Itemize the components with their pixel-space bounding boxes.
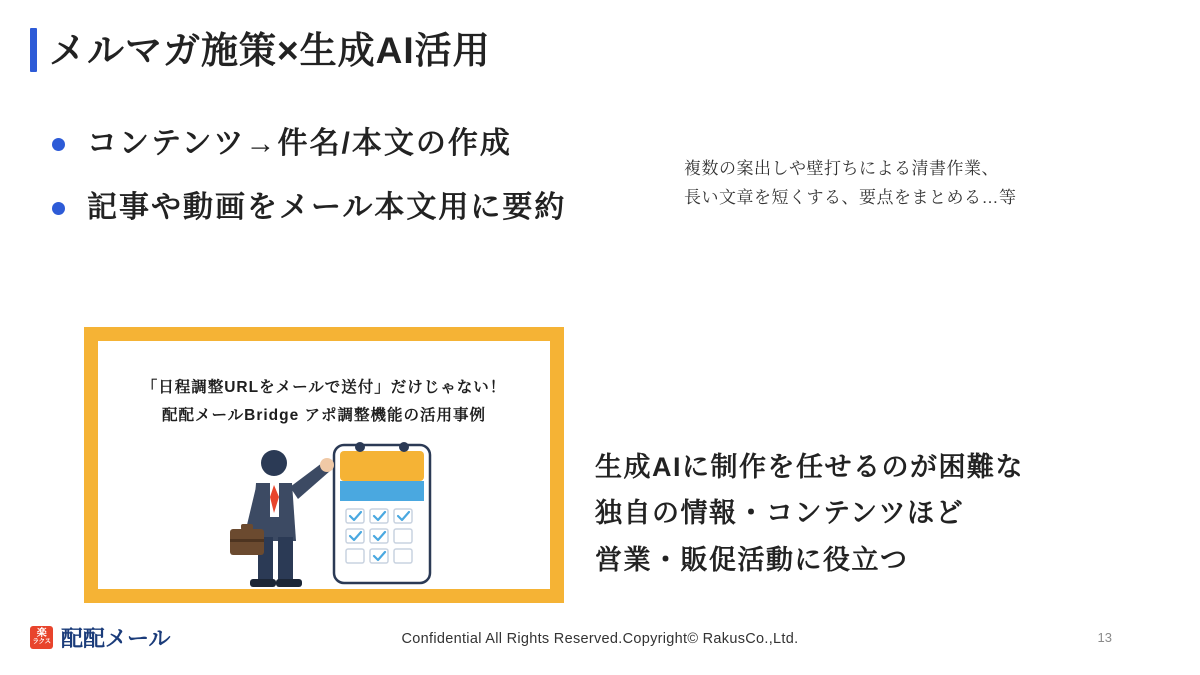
- summary-line-3: 営業・販促活動に役立つ: [595, 544, 909, 575]
- list-item: [52, 190, 672, 226]
- summary-paragraph: [595, 444, 1024, 583]
- side-note-line-2: 長い文章を短くする、要点をまとめる…等: [684, 187, 1017, 207]
- card-heading-line-2: 配配メールBridge アポ調整機能の活用事例: [161, 407, 487, 424]
- page-title: [30, 28, 491, 72]
- page-number: 13: [1097, 630, 1112, 645]
- brand-name: 配配メール: [61, 626, 171, 651]
- bullet-dot-icon: [52, 202, 65, 215]
- side-note: [684, 155, 1017, 213]
- bullet-list: [52, 126, 672, 254]
- businessman-with-calendar-smartphone-illustration: [98, 437, 550, 587]
- bullet-label: コンテンツ→件名/本文の作成: [87, 127, 512, 160]
- bullet-label: 記事や動画をメール本文用に要約: [87, 191, 567, 224]
- title-accent-bar: [30, 28, 37, 72]
- list-item: [52, 126, 672, 162]
- summary-line-1: 生成AIに制作を任せるのが困難な: [595, 452, 1024, 482]
- title-label: メルマガ施策×生成AI活用: [49, 29, 491, 71]
- logo-mark-top: 楽: [36, 627, 47, 639]
- card-heading-line-1: 「日程調整URLをメールで送付」だけじゃない！: [141, 379, 507, 396]
- image-card-inner: [98, 341, 550, 589]
- side-note-line-1: 複数の案出しや壁打ちによる清書作業、: [684, 159, 999, 178]
- logo-mark-bottom: ラクス: [32, 638, 51, 646]
- bullet-dot-icon: [52, 138, 65, 151]
- image-card: [84, 327, 564, 603]
- copyright-text: Confidential All Rights Reserved.Copyright© RakusCo.,Ltd.: [401, 631, 799, 647]
- summary-line-2: 独自の情報・コンテンツほど: [595, 498, 965, 529]
